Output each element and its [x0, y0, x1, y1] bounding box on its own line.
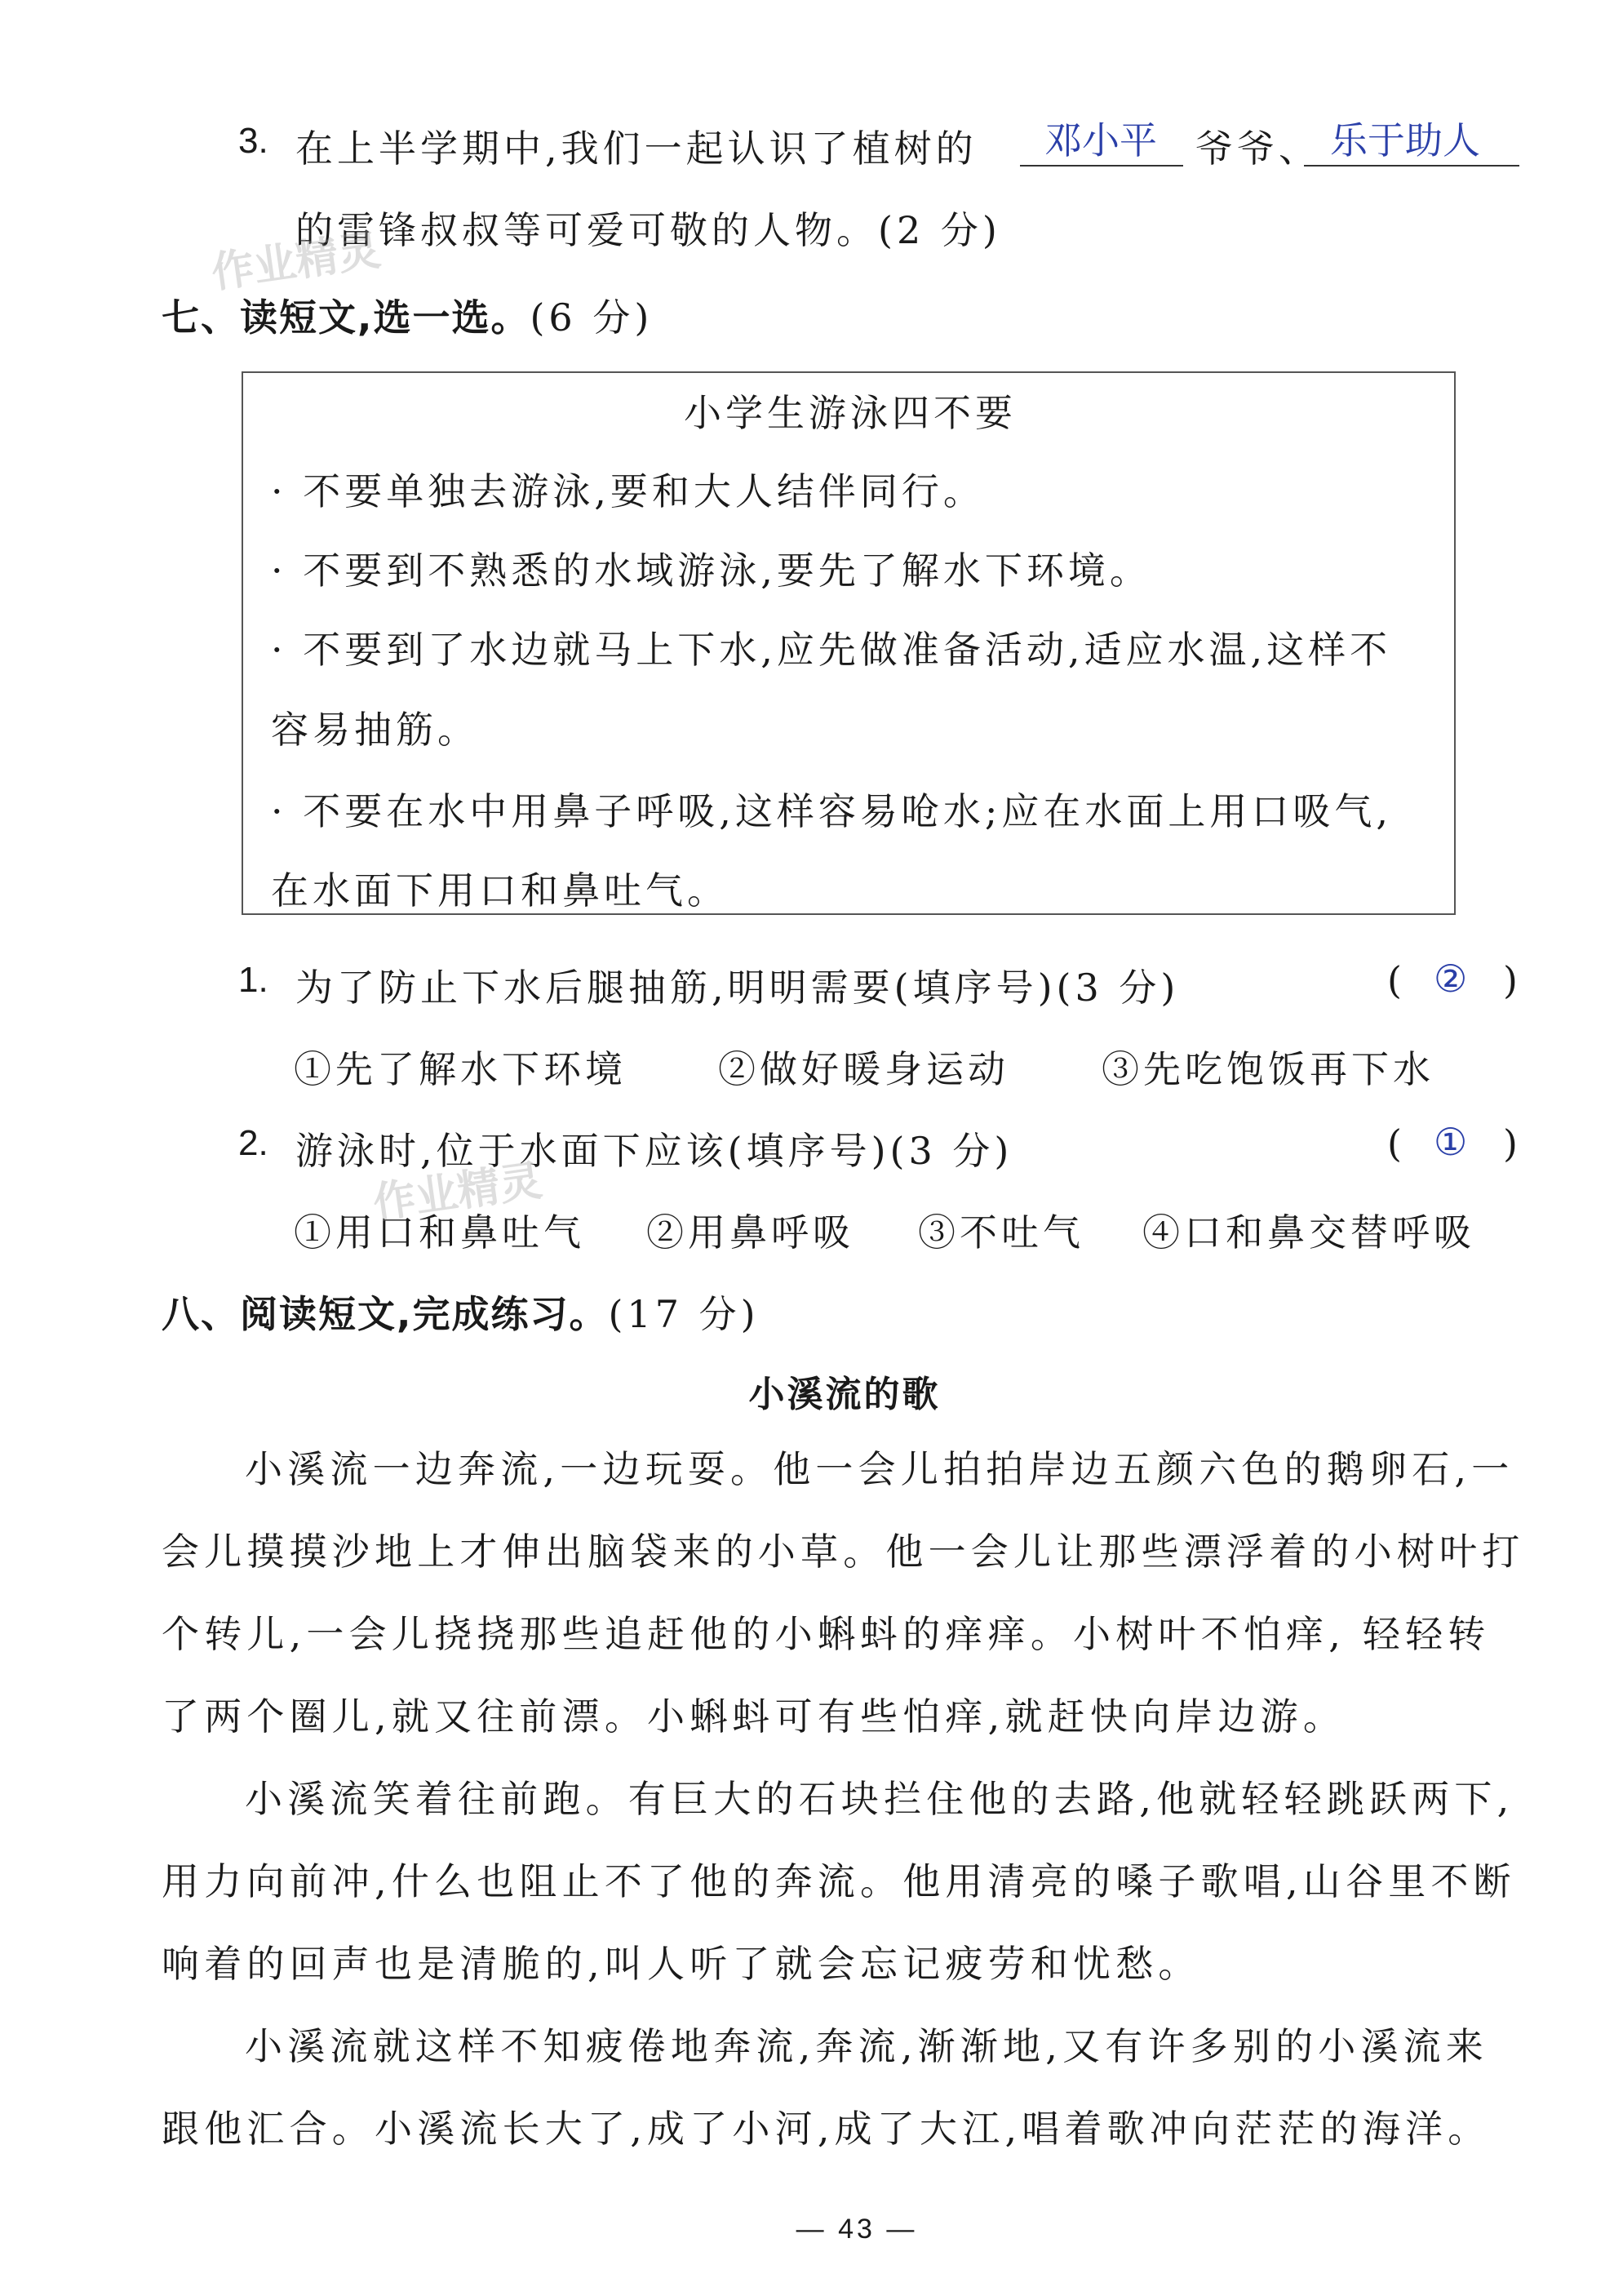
rule-line: · 不要单独去游泳,要和大人结伴同行。 [271, 469, 985, 513]
section-score: (17 分) [608, 1292, 760, 1336]
paren-close: ) [1503, 958, 1518, 1002]
section-title: 八、阅读短文,完成练习。 [162, 1292, 609, 1336]
section-title: 七、读短文,选一选。 [162, 295, 530, 340]
question-text: 的雷锋叔叔等可爱可敬的人物。(2 分) [295, 208, 1001, 252]
option: ②做好暖身运动 [718, 1047, 1009, 1091]
paragraph-line: 跟他汇合。小溪流长大了,成了小河,成了大江,唱着歌冲向茫茫的海洋。 [162, 2107, 1491, 2151]
option: ③先吃饱饭再下水 [1102, 1047, 1434, 1091]
rule-line: · 不要到不熟悉的水域游泳,要先了解水下环境。 [271, 548, 1151, 593]
option: ②用鼻呼吸 [646, 1210, 854, 1255]
story-title: 小溪流的歌 [748, 1374, 941, 1415]
answer-blank-2 [1304, 165, 1519, 167]
option: ④口和鼻交替呼吸 [1142, 1210, 1475, 1255]
rule-line: 容易抽筋。 [271, 708, 479, 752]
watermark: 作业精灵 [370, 1156, 545, 1229]
question-text: 游泳时,位于水面下应该(填序号)(3 分) [295, 1129, 1013, 1173]
question-text: 为了防止下水后腿抽筋,明明需要(填序号)(3 分) [295, 966, 1180, 1010]
question-number: 1. [238, 960, 268, 1000]
paren-open: ( [1387, 958, 1402, 1002]
section-heading [162, 288, 653, 342]
handwritten-answer: 邓小平 [1044, 118, 1157, 162]
option: ①用口和鼻吐气 [294, 1210, 585, 1255]
paragraph-line: 响着的回声也是清脆的,叫人听了就会忘记疲劳和忧愁。 [162, 1942, 1201, 1986]
paragraph-line: 会儿摸摸沙地上才伸出脑袋来的小草。他一会儿让那些漂浮着的小树叶打 [162, 1530, 1525, 1574]
paren-open: ( [1387, 1121, 1402, 1166]
section-heading [162, 1285, 760, 1339]
question-number: 3. [238, 121, 268, 161]
box-title: 小学生游泳四不要 [684, 391, 1017, 435]
question-number: 2. [238, 1123, 268, 1163]
rule-line: · 不要在水中用鼻子呼吸,这样容易呛水;应在水面上用口吸气, [271, 789, 1392, 833]
handwritten-answer: ② [1434, 957, 1468, 1001]
paragraph-line: 小溪流一边奔流,一边玩耍。他一会儿拍拍岸边五颜六色的鹅卵石,一 [245, 1447, 1514, 1491]
rule-line: 在水面下用口和鼻吐气。 [271, 868, 729, 913]
question-text: 爷爷、 [1195, 127, 1320, 171]
option: ③不吐气 [918, 1210, 1084, 1255]
section-score: (6 分) [530, 295, 654, 340]
paragraph-line: 小溪流笑着往前跑。有巨大的石块拦住他的去路,他就轻轻跳跃两下, [245, 1777, 1514, 1821]
handwritten-answer: ① [1434, 1120, 1468, 1164]
option: ①先了解水下环境 [294, 1047, 627, 1091]
watermark: 作业精灵 [208, 225, 384, 299]
paren-close: ) [1503, 1121, 1518, 1166]
question-text: 在上半学期中,我们一起认识了植树的 [295, 127, 978, 171]
paragraph-line: 用力向前冲,什么也阻止不了他的奔流。他用清亮的嗓子歌唱,山谷里不断 [162, 1859, 1516, 1903]
rule-line: · 不要到了水边就马上下水,应先做准备活动,适应水温,这样不 [271, 628, 1392, 672]
paragraph-line: 了两个圈儿,就又往前漂。小蝌蚪可有些怕痒,就赶快向岸边游。 [162, 1694, 1346, 1739]
page-number: — 43 — [796, 2214, 918, 2245]
answer-blank-1 [1020, 165, 1183, 167]
paragraph-line: 小溪流就这样不知疲倦地奔流,奔流,渐渐地,又有许多别的小溪流来 [245, 2024, 1489, 2068]
handwritten-answer: 乐于助人 [1330, 118, 1480, 162]
paragraph-line: 个转儿,一会儿挠挠那些追赶他的小蝌蚪的痒痒。小树叶不怕痒, 轻轻转 [162, 1612, 1491, 1656]
